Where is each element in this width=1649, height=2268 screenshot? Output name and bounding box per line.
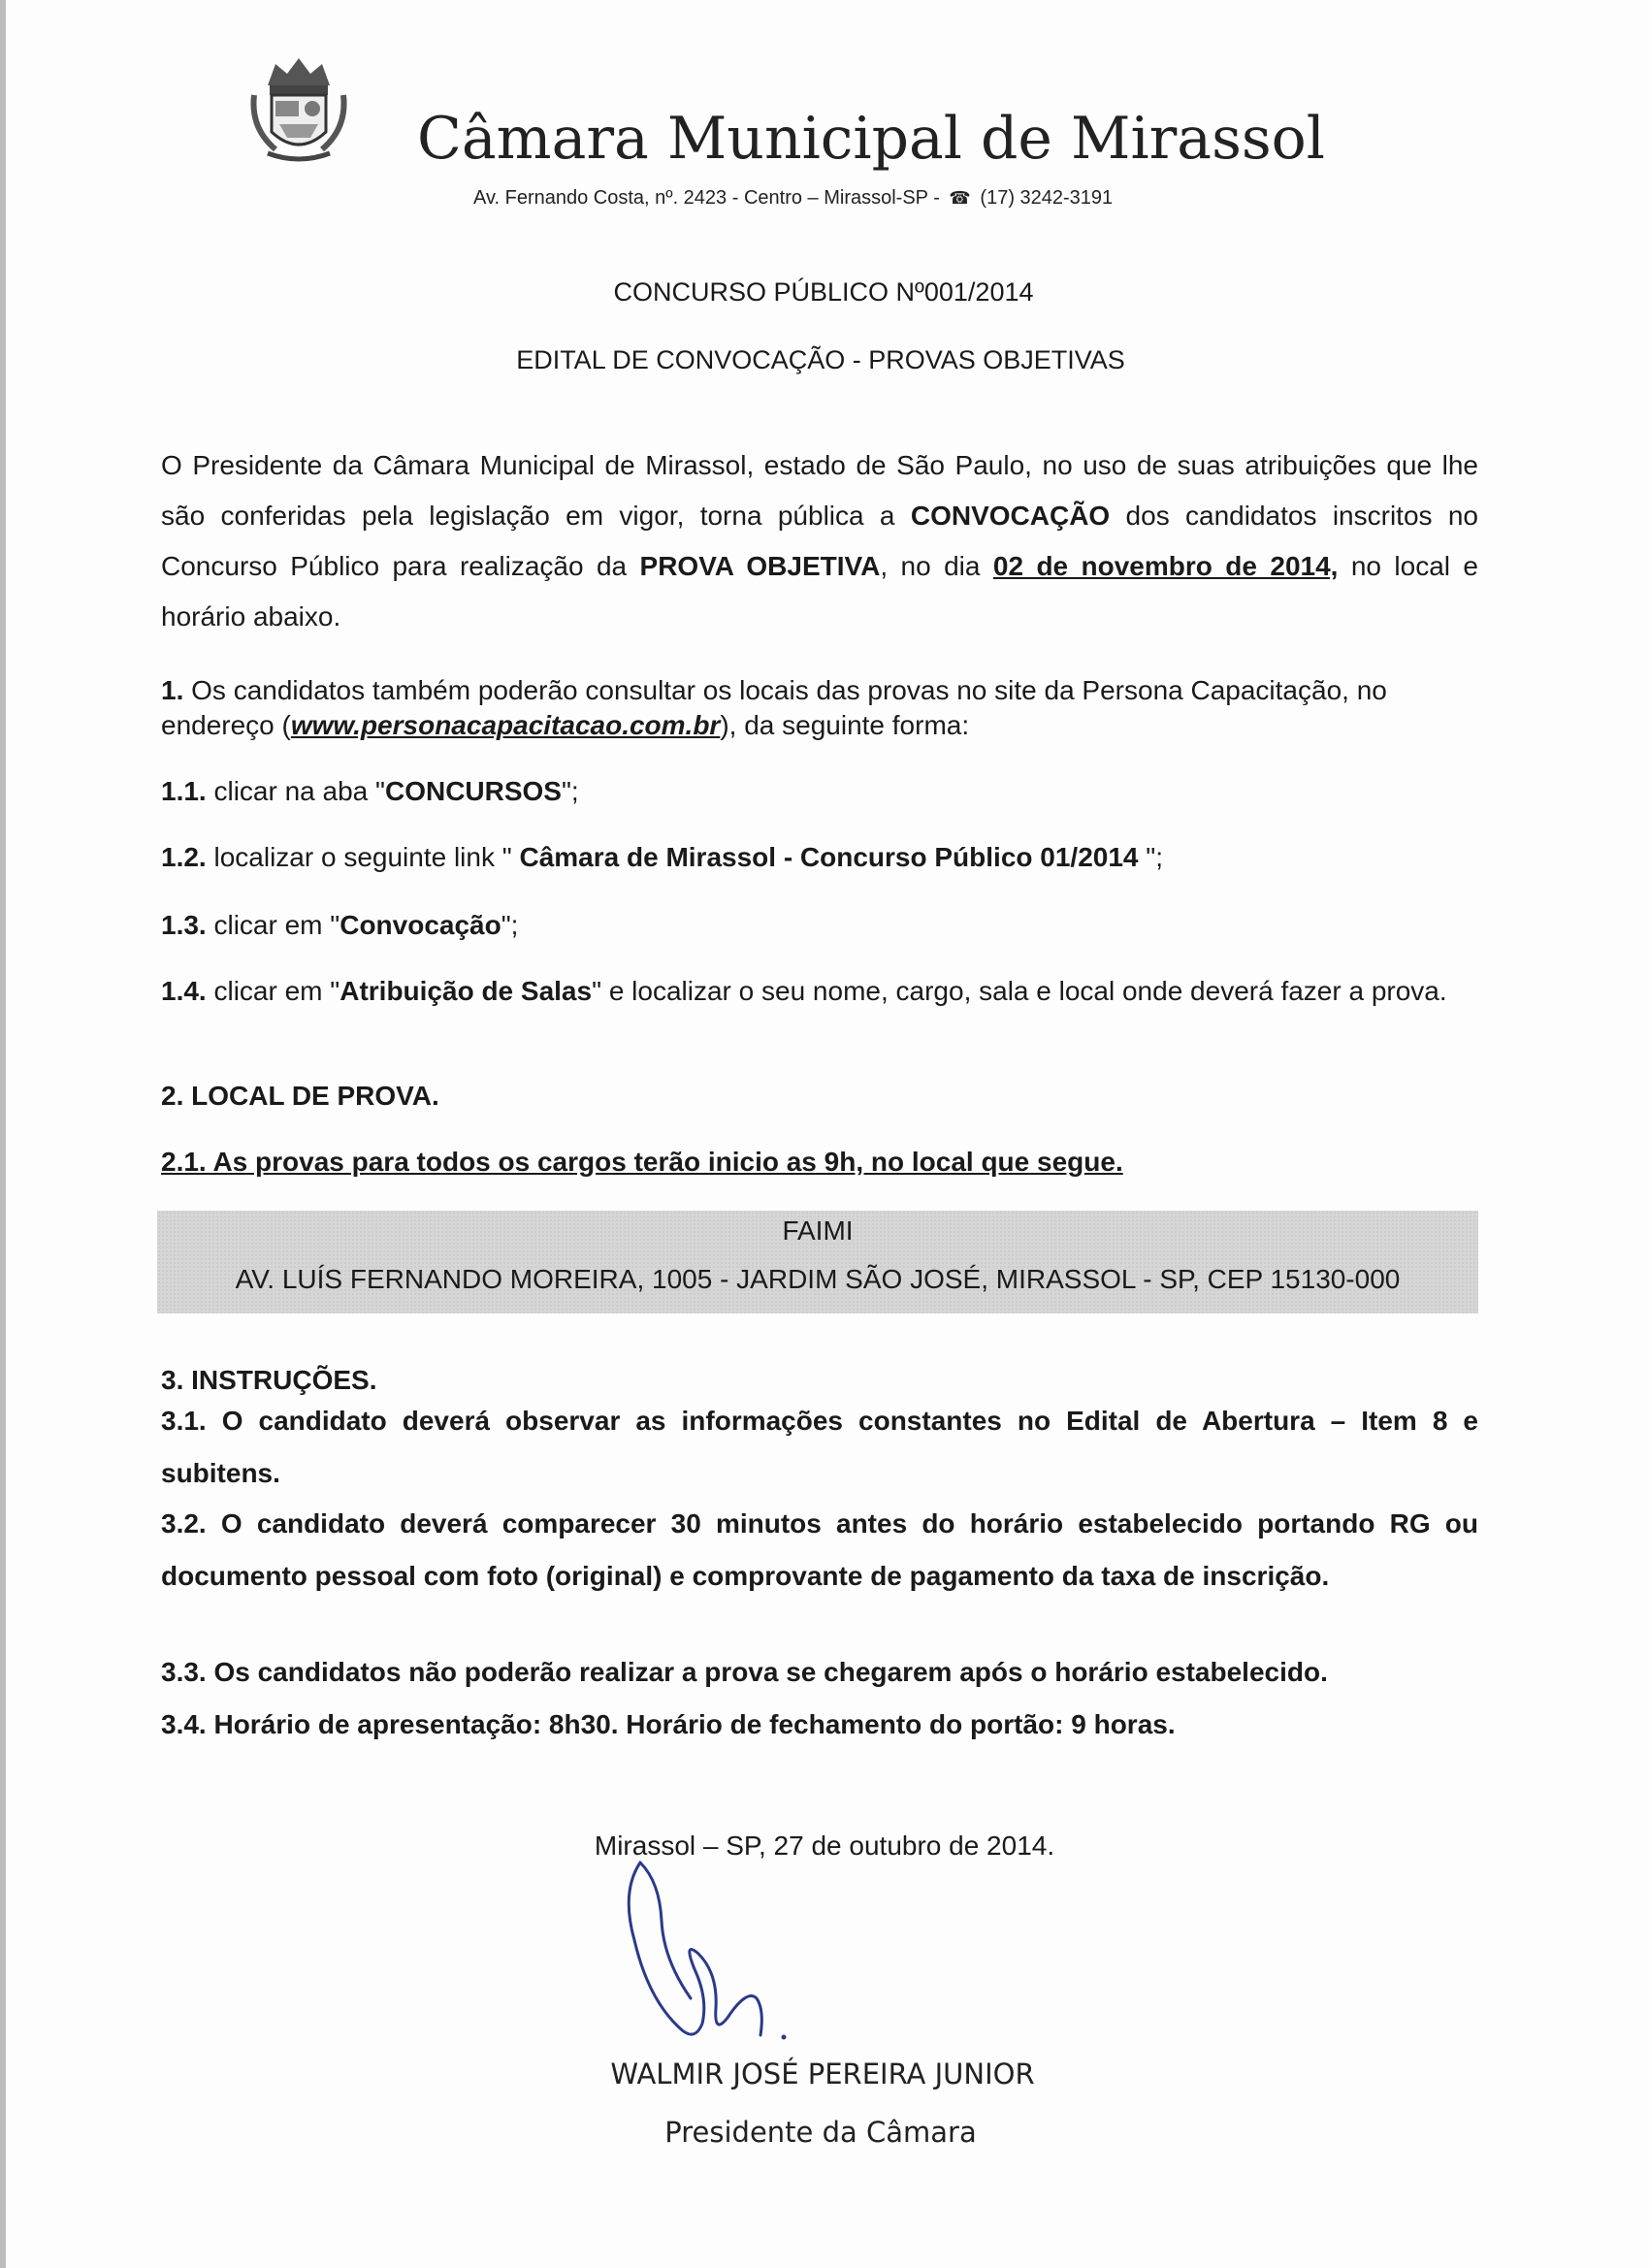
item-text: clicar em " — [206, 910, 340, 940]
coat-of-arms-icon — [246, 56, 351, 169]
item-bold: CONCURSOS — [384, 776, 562, 806]
item-text: Os candidatos também poderão consultar os locais das provas no site da Persona Capacitação, no endereço ( — [161, 675, 1387, 740]
item-text: ), da seguinte forma: — [720, 710, 970, 740]
item-number: 1.3. — [161, 910, 207, 940]
intro-text: , no dia — [880, 551, 993, 581]
venue-box — [157, 1211, 1478, 1313]
exam-date: 02 de novembro de 2014, — [992, 551, 1339, 581]
item-1-2 — [161, 840, 1478, 875]
item-bold: Convocação — [340, 910, 501, 940]
scan-edge — [0, 0, 6, 2268]
item-text: clicar em " — [206, 976, 340, 1006]
item-text: "; — [561, 776, 579, 806]
item-text: clicar na aba " — [206, 776, 385, 806]
item-number: 1.1. — [161, 776, 207, 806]
section-2-1 — [161, 1145, 1478, 1180]
notice-title: EDITAL DE CONVOCAÇÃO - PROVAS OBJETIVAS — [516, 345, 1125, 374]
signer-name: WALMIR JOSÉ PEREIRA JUNIOR — [610, 2057, 1035, 2090]
intro-text: dos candidatos inscritos no Concurso Público para realização da — [161, 501, 1479, 581]
intro-bold-convocacao: CONVOCAÇÃO — [910, 501, 1111, 531]
phone-number: (17) 3242-3191 — [980, 187, 1114, 209]
item-text: "; — [501, 910, 519, 940]
item-number: 1. — [161, 675, 184, 705]
place-and-date: Mirassol – SP, 27 de outubro de 2014. — [594, 1831, 1055, 1861]
intro-text: O Presidente da Câmara Municipal de Mirassol, estado de São Paulo, no uso de suas atribuições que lhe são conferidas pela legislação em vigor, torna pública a — [161, 450, 1478, 531]
section-2-heading — [161, 1079, 1478, 1114]
item-text: "; — [1146, 842, 1163, 872]
item-1-3 — [161, 908, 1478, 943]
item-text: " e localizar o seu nome, cargo, sala e local onde deverá fazer a prova. — [592, 976, 1447, 1006]
item-bold: Câmara de Mirassol - Concurso Público 01/2014 — [511, 842, 1147, 872]
item-1 — [161, 673, 1478, 743]
item-text: localizar o seguinte link " — [206, 842, 512, 872]
intro-text: no local e horário abaixo. — [161, 551, 1478, 632]
item-1-1 — [161, 774, 1478, 809]
item-number: 1.2. — [161, 842, 207, 872]
signer-role: Presidente da Câmara — [664, 2116, 977, 2149]
venue-address: AV. LUÍS FERNANDO MOREIRA, 1005 - JARDIM SÃO JOSÉ, MIRASSOL - SP, CEP 15130-000 — [235, 1264, 1401, 1294]
intro-paragraph — [161, 440, 1478, 642]
contest-title: CONCURSO PÚBLICO Nº001/2014 — [613, 277, 1034, 307]
venue-name: FAIMI — [782, 1215, 854, 1246]
item-1-4 — [161, 974, 1478, 1009]
instruction-3-4: 3.4. Horário de apresentação: 8h30. Horário de fechamento do portão: 9 horas. — [161, 1709, 1176, 1739]
website-link[interactable]: www.personacapacitacao.com.br — [290, 710, 721, 740]
exam-start-notice: 2.1. As provas para todos os cargos terão inicio as 9h, no local que segue. — [161, 1147, 1123, 1177]
instruction-3-1: 3.1. O candidato deverá observar as informações constantes no Edital de Abertura – Item 8 e subitens. — [161, 1406, 1478, 1488]
section-3-heading: 3. INSTRUÇÕES. — [161, 1365, 377, 1395]
instruction-3-3: 3.3. Os candidatos não poderão realizar a prova se chegarem após o horário estabelecido. — [161, 1657, 1328, 1687]
organization-address — [473, 185, 1346, 211]
item-bold: Atribuição de Salas — [340, 976, 593, 1006]
section-heading: 2. LOCAL DE PROVA. — [161, 1081, 439, 1111]
organization-name: Câmara Municipal de Mirassol — [417, 105, 1325, 173]
phone-icon: ☎ — [949, 188, 971, 208]
address-line: Av. Fernando Costa, nº. 2423 - Centro – Mirassol-SP - — [473, 187, 940, 209]
handwritten-signature — [601, 1853, 834, 2047]
item-number: 1.4. — [161, 976, 207, 1006]
intro-bold-prova: PROVA OBJETIVA — [639, 551, 881, 581]
instruction-3-2: 3.2. O candidato deverá comparecer 30 minutos antes do horário estabelecido portando RG ou documento pessoal com foto (original) e comprovante de pagamento da taxa de inscrição. — [161, 1508, 1478, 1591]
